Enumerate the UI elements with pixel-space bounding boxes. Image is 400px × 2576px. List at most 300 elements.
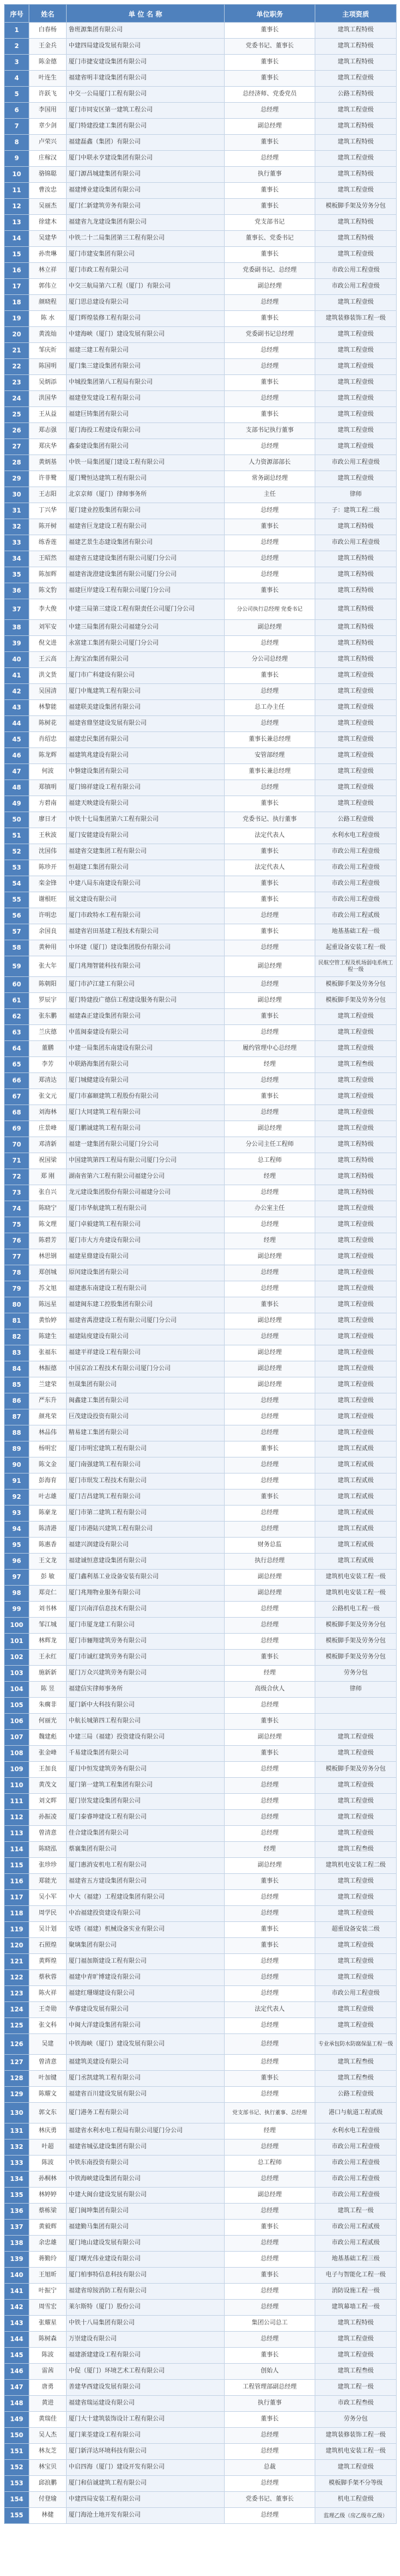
- person-name: 王文龙: [29, 1554, 67, 1570]
- company-name: 厦门万众兴建筑劳务有限公司: [67, 1666, 225, 1682]
- company-name: 福建省城弘建设集团有限公司: [67, 2140, 225, 2156]
- position: 经理: [225, 1057, 315, 1073]
- company-name: 佳合建设集团有限公司: [67, 1826, 225, 1842]
- person-name: 陈波: [29, 2156, 67, 2172]
- table-row: [5, 375, 397, 391]
- company-name: 上海宝冶集团有限公司: [67, 652, 225, 668]
- company-name: 厦门市捷安建设集团有限公司: [67, 55, 225, 71]
- position: 总经理: [225, 1970, 315, 1986]
- position: 董事长: [225, 1650, 315, 1666]
- table-row: [5, 892, 397, 908]
- person-name: 黄进: [29, 2396, 67, 2412]
- company-name: 福建巨岸建设工程有限公司厦门分公司: [67, 583, 225, 599]
- company-name: 福建省九龙建设集团有限公司: [67, 215, 225, 231]
- row-index: 34: [5, 551, 29, 567]
- person-name: 陈火祥: [29, 1986, 67, 2002]
- company-name: 展文建设有限公司: [67, 892, 225, 908]
- qualification: 建筑工程壹级: [315, 1089, 397, 1105]
- table-row: [5, 1281, 397, 1297]
- person-name: 彭 敏: [29, 1570, 67, 1586]
- table-row: [5, 956, 397, 977]
- company-name: 中建三局（福建）投资建设有限公司: [67, 1730, 225, 1746]
- table-row: [5, 151, 397, 167]
- qualification: 建筑工程壹级: [315, 1746, 397, 1762]
- position: 总工程师: [225, 2156, 315, 2172]
- row-index: 135: [5, 2188, 29, 2204]
- company-name: 中交一公局厦门工程有限公司: [67, 87, 225, 103]
- company-name: 龙元建设集团股份有限公司福建分公司: [67, 1185, 225, 1201]
- qualification: 建筑工程壹级: [315, 1794, 397, 1810]
- row-index: 51: [5, 828, 29, 844]
- table-row: [5, 1554, 397, 1570]
- qualification: 市政公用工程壹级: [315, 2140, 397, 2156]
- position: 总经理: [225, 391, 315, 407]
- position: 总经理: [225, 1698, 315, 1714]
- header-name: 姓名: [29, 5, 67, 23]
- position: 总经理: [225, 1073, 315, 1089]
- position: 法定代表人: [225, 2002, 315, 2018]
- row-index: 26: [5, 423, 29, 439]
- qualification: 建筑工程特级: [315, 231, 397, 247]
- row-index: 75: [5, 1217, 29, 1233]
- position: 总经理: [225, 1986, 315, 2002]
- position: 副总经理: [225, 1377, 315, 1393]
- table-header-row: [5, 5, 397, 23]
- position: 财务总监: [225, 1538, 315, 1554]
- row-index: 96: [5, 1554, 29, 1570]
- person-name: 罗辰宇: [29, 993, 67, 1009]
- position: 总经理: [225, 1474, 315, 1490]
- company-name: 恒晟集团有限公司: [67, 1377, 225, 1393]
- row-index: 107: [5, 1730, 29, 1746]
- row-index: 91: [5, 1474, 29, 1490]
- position: 总经理: [225, 1281, 315, 1297]
- position: 副总经理: [225, 956, 315, 977]
- position: 法定代表人: [225, 860, 315, 876]
- person-name: 林思钢: [29, 1249, 67, 1265]
- person-name: 郑能光: [29, 1874, 67, 1890]
- company-name: 厦门市港陆兴建筑工程有限公司: [67, 1522, 225, 1538]
- company-name: 厦门安能建设有限公司: [67, 828, 225, 844]
- position: 总经理: [225, 1025, 315, 1041]
- row-index: 126: [5, 2034, 29, 2055]
- person-name: 王从益: [29, 407, 67, 423]
- qualification: 建筑工程特级: [315, 519, 397, 535]
- company-name: 厦门崇发建设集团有限公司: [67, 1794, 225, 1810]
- table-row: [5, 2252, 397, 2268]
- person-name: 栾金锋: [29, 876, 67, 892]
- company-name: 厦门特建投建工集团有限公司: [67, 119, 225, 135]
- company-name: 福建联美建设集团有限公司: [67, 700, 225, 716]
- row-index: 21: [5, 343, 29, 359]
- position: 副总经理: [225, 119, 315, 135]
- qualification: 模板脚手架及劳务分包: [315, 993, 397, 1009]
- company-name: 湖南省第六工程有限公司福建分公司: [67, 1169, 225, 1185]
- company-name: 中冶福建投资建设有限公司: [67, 1906, 225, 1922]
- company-name: 厦门大十建筑装饰设计工程有限公司: [67, 2412, 225, 2428]
- table-row: [5, 1249, 397, 1265]
- qualification: 建筑工程壹级: [315, 1393, 397, 1409]
- person-name: 兰建荣: [29, 1377, 67, 1393]
- position: 总经理: [225, 940, 315, 956]
- position: 经理: [225, 2124, 315, 2140]
- qualification: 子：建筑工程二级: [315, 503, 397, 519]
- qualification: 建筑工程壹级: [315, 1233, 397, 1249]
- position: 总经理: [225, 1105, 315, 1121]
- table-row: [5, 1874, 397, 1890]
- company-name: 福建省明丰建设集团有限公司: [67, 71, 225, 87]
- qualification: 模板脚手架及劳务分包: [315, 1762, 397, 1778]
- person-name: 陈晓泓: [29, 1842, 67, 1858]
- qualification: 建筑工程叁级: [315, 2364, 397, 2380]
- company-name: 厦门兆翔智能科技有限公司: [67, 956, 225, 977]
- position: 总经理: [225, 1778, 315, 1794]
- position: 副总经理: [225, 1730, 315, 1746]
- position: 支部书记执行董事: [225, 423, 315, 439]
- row-index: 55: [5, 892, 29, 908]
- person-name: 刘海林: [29, 1105, 67, 1121]
- position: 总经理: [225, 1890, 315, 1906]
- person-name: 许菲鹭: [29, 471, 67, 487]
- person-name: 雷茜: [29, 2364, 67, 2380]
- company-name: 福建平祥建设工程有限公司: [67, 1345, 225, 1361]
- company-name: 精易建工集团有限公司: [67, 1425, 225, 1441]
- person-name: 王金兵: [29, 39, 67, 55]
- row-index: 141: [5, 2284, 29, 2300]
- person-name: 倪文进: [29, 636, 67, 652]
- person-name: 周学民: [29, 1906, 67, 1922]
- position: 副总经理: [225, 1586, 315, 1602]
- qualification: 建筑工程特级: [315, 551, 397, 567]
- company-name: 中启四海（厦门）建设开发有限公司: [67, 2460, 225, 2476]
- row-index: 23: [5, 375, 29, 391]
- person-name: 陈文豹: [29, 583, 67, 599]
- qualification: 建筑工程壹级: [315, 151, 397, 167]
- qualification: 地基基础工程三级: [315, 2252, 397, 2268]
- qualification: 超重设备安装二级: [315, 1922, 397, 1938]
- qualification: 市政公用工程贰级: [315, 2236, 397, 2252]
- qualification: 建筑工程壹级: [315, 2348, 397, 2364]
- position: 经理: [225, 1666, 315, 1682]
- company-name: 中铁十七局集团第六工程有限公司: [67, 812, 225, 828]
- qualification: 建筑工程壹级: [315, 1409, 397, 1425]
- qualification: 建筑工程壹级: [315, 295, 397, 311]
- person-name: 祝国梁: [29, 1153, 67, 1169]
- position: 总经理: [225, 2252, 315, 2268]
- row-index: 78: [5, 1265, 29, 1281]
- company-name: 福建筑兆建设有限公司: [67, 748, 225, 764]
- company-name: 厦门市诚红建筑劳务有限公司: [67, 1650, 225, 1666]
- person-name: 林黎能: [29, 700, 67, 716]
- table-row: [5, 2002, 397, 2018]
- company-name: 厦门泰睿坤建设工程有限公司: [67, 1810, 225, 1826]
- row-index: 17: [5, 279, 29, 295]
- company-name: 福建兴润建设有限公司: [67, 1538, 225, 1554]
- qualification: 建筑工程壹级: [315, 71, 397, 87]
- company-name: 厦门闽坤集团有限公司: [67, 2204, 225, 2220]
- row-index: 123: [5, 1986, 29, 2002]
- row-index: 60: [5, 977, 29, 993]
- person-name: 陈金德: [29, 55, 67, 71]
- person-name: 肖绍忠: [29, 732, 67, 748]
- row-index: 25: [5, 407, 29, 423]
- position: 副总经理: [225, 620, 315, 636]
- position: 董事长: [225, 1490, 315, 1506]
- company-name: 厦门丞凯建筑工程有限公司: [67, 2071, 225, 2087]
- position: 副总经理: [225, 1858, 315, 1874]
- person-name: 黄辉煌: [29, 1954, 67, 1970]
- row-index: 97: [5, 1570, 29, 1586]
- company-name: 中交三航局第六工程（厦门）有限公司: [67, 279, 225, 295]
- qualification: 市政公用工程壹级: [315, 1986, 397, 2002]
- company-name: 厦门市珉发工程技术有限公司: [67, 1474, 225, 1490]
- person-name: 陈朝阳: [29, 977, 67, 993]
- company-name: 厦门特建投广德信工程建设服务有限公司: [67, 993, 225, 1009]
- table-row: [5, 2508, 397, 2524]
- company-name: 中建一局集团东南建设有限公司: [67, 1041, 225, 1057]
- company-name: 福建省禹澄建设工程有限公司厦门分公司: [67, 1313, 225, 1329]
- member-table-container: [4, 4, 396, 2524]
- qualification: 市政公用工程壹级: [315, 2188, 397, 2204]
- position: 总经理: [225, 2428, 315, 2444]
- person-name: 吴建: [29, 2034, 67, 2055]
- row-index: 151: [5, 2444, 29, 2460]
- row-index: 61: [5, 993, 29, 1009]
- row-index: 68: [5, 1105, 29, 1121]
- row-index: 43: [5, 700, 29, 716]
- table-row: [5, 1393, 397, 1409]
- position: 经理: [225, 1169, 315, 1185]
- person-name: 唐勇: [29, 2380, 67, 2396]
- qualification: 建筑工程壹级: [315, 2460, 397, 2476]
- person-name: 张大年: [29, 956, 67, 977]
- row-index: 40: [5, 652, 29, 668]
- position: 董事长: [225, 1874, 315, 1890]
- position: 工程管理部副总经理: [225, 2380, 315, 2396]
- position: 董事长: [225, 55, 315, 71]
- company-name: 厦门建业控股集团有限公司: [67, 503, 225, 519]
- row-index: 87: [5, 1409, 29, 1425]
- person-name: 邹江城: [29, 1618, 67, 1634]
- position: 总经理: [225, 359, 315, 375]
- row-index: 140: [5, 2268, 29, 2284]
- position: 总经济师、党委党员: [225, 87, 315, 103]
- company-name: 厦门新洋达环境科技有限公司: [67, 2444, 225, 2460]
- position: 履约管理中心总经理: [225, 1041, 315, 1057]
- table-row: [5, 23, 397, 39]
- table-row: [5, 87, 397, 103]
- qualification: 建筑装修装饰工程一级: [315, 311, 397, 327]
- header-qualification: 主项资质: [315, 5, 397, 23]
- row-index: 154: [5, 2492, 29, 2508]
- company-name: 福建磊鑫（集团）有限公司: [67, 135, 225, 151]
- position: 副总经理: [225, 1121, 315, 1137]
- person-name: 张福东: [29, 1345, 67, 1361]
- person-name: 陈建生: [29, 1329, 67, 1345]
- qualification: 建筑工程壹级: [315, 1073, 397, 1089]
- company-name: 千易建设集团有限公司: [67, 1746, 225, 1762]
- row-index: 31: [5, 503, 29, 519]
- person-name: 陈珍开: [29, 860, 67, 876]
- qualification: 建筑机电安装工程一级: [315, 2444, 397, 2460]
- table-row: [5, 1538, 397, 1554]
- person-name: 李芳: [29, 1057, 67, 1073]
- company-name: 福建浙建建设工程有限公司: [67, 2348, 225, 2364]
- table-row: [5, 780, 397, 796]
- person-name: 杨明宏: [29, 1441, 67, 1458]
- person-name: 余国良: [29, 924, 67, 940]
- row-index: 28: [5, 455, 29, 471]
- person-name: 章少剑: [29, 119, 67, 135]
- header-company: 单 位 名 称: [67, 5, 225, 23]
- position: 分公司执行总经理 党委书记: [225, 599, 315, 620]
- qualification: [315, 1698, 397, 1714]
- table-row: [5, 2396, 397, 2412]
- row-index: 45: [5, 732, 29, 748]
- position: 董事长: [225, 199, 315, 215]
- person-name: 许明忠: [29, 908, 67, 924]
- row-index: 133: [5, 2156, 29, 2172]
- qualification: 建筑工程壹级: [315, 1025, 397, 1041]
- table-row: [5, 583, 397, 599]
- qualification: 建筑工程贰级: [315, 1554, 397, 1570]
- row-index: 98: [5, 1586, 29, 1602]
- qualification: 建筑工程叁级: [315, 2055, 397, 2071]
- qualification: 水利水电工程壹级: [315, 828, 397, 844]
- company-name: 福建省鼎坚建设发展有限公司: [67, 716, 225, 732]
- row-index: 117: [5, 1890, 29, 1906]
- table-row: [5, 2034, 397, 2055]
- person-name: 陈碧芳: [29, 1233, 67, 1249]
- qualification: 模板脚手架及劳务分包: [315, 199, 397, 215]
- company-name: 中城投集团第八工程局有限公司: [67, 375, 225, 391]
- row-index: 33: [5, 535, 29, 551]
- table-row: [5, 844, 397, 860]
- company-name: 鑫泰建设集团有限公司: [67, 439, 225, 455]
- company-name: 福建登发建设工程有限公司: [67, 391, 225, 407]
- person-name: 王秋波: [29, 828, 67, 844]
- qualification: 建筑工程特级: [315, 1169, 397, 1185]
- company-name: 厦门福加斯建设工程有限公司: [67, 1954, 225, 1970]
- position: 董事长: [225, 375, 315, 391]
- company-name: 厦门市广科建设有限公司: [67, 668, 225, 684]
- row-index: 146: [5, 2364, 29, 2380]
- row-index: 144: [5, 2332, 29, 2348]
- company-name: 厦门卓毅建筑工程有限公司: [67, 1217, 225, 1233]
- qualification: 建筑工程壹级: [315, 796, 397, 812]
- row-index: 103: [5, 1666, 29, 1682]
- company-name: 厦门新中大科技有限公司: [67, 1698, 225, 1714]
- person-name: 张金峰: [29, 1746, 67, 1762]
- table-row: [5, 2018, 397, 2034]
- person-name: 庄景峰: [29, 1121, 67, 1137]
- position: 总裁: [225, 2460, 315, 2476]
- company-name: 闽鑫建工集团有限公司: [67, 1393, 225, 1409]
- company-name: 中建八局东南建设有限公司: [67, 876, 225, 892]
- qualification: 建筑工程壹级: [315, 471, 397, 487]
- row-index: 36: [5, 583, 29, 599]
- table-row: [5, 1938, 397, 1954]
- table-row: [5, 1441, 397, 1458]
- table-row: [5, 2460, 397, 2476]
- row-index: 52: [5, 844, 29, 860]
- qualification: 市政公用工程壹级: [315, 279, 397, 295]
- company-name: 福建博业建设集团有限公司: [67, 183, 225, 199]
- qualification: 建筑工程壹级: [315, 668, 397, 684]
- row-index: 41: [5, 668, 29, 684]
- person-name: 黄茂文: [29, 1778, 67, 1794]
- qualification: 建筑工程壹级: [315, 1425, 397, 1441]
- qualification: 劳务分包: [315, 1666, 397, 1682]
- company-name: 福建省岩田基建工程技术有限公司: [67, 924, 225, 940]
- company-name: 厦门南强建筑工程有限公司: [67, 1458, 225, 1474]
- company-name: 中磐建设集团有限公司: [67, 764, 225, 780]
- qualification: 建筑工程壹级: [315, 748, 397, 764]
- company-name: 巨茂建设投资有限公司: [67, 1409, 225, 1425]
- table-row: [5, 2220, 397, 2236]
- table-row: [5, 1089, 397, 1105]
- person-name: 张文科: [29, 2018, 67, 2034]
- table-row: [5, 1778, 397, 1794]
- table-row: [5, 2236, 397, 2252]
- table-row: [5, 1345, 397, 1361]
- company-name: 中建四局建设发展有限公司: [67, 39, 225, 55]
- qualification: 建筑工程壹级: [315, 359, 397, 375]
- qualification: 建筑工程壹级: [315, 183, 397, 199]
- position: 总经理: [225, 1954, 315, 1970]
- qualification: 建筑工程贰级: [315, 1474, 397, 1490]
- row-index: 120: [5, 1938, 29, 1954]
- table-row: [5, 1137, 397, 1153]
- qualification: 建筑工程壹级: [315, 1954, 397, 1970]
- position: 总经理: [225, 1185, 315, 1201]
- person-name: 白春杨: [29, 23, 67, 39]
- qualification: 建筑工程贰级: [315, 1490, 397, 1506]
- qualification: 建筑机电安装工程二级: [315, 1858, 397, 1874]
- row-index: 139: [5, 2252, 29, 2268]
- row-index: 147: [5, 2380, 29, 2396]
- person-name: 吴计划: [29, 1922, 67, 1938]
- qualification: 建筑工程壹级: [315, 716, 397, 732]
- row-index: 65: [5, 1057, 29, 1073]
- table-row: [5, 1890, 397, 1906]
- row-index: 138: [5, 2236, 29, 2252]
- position: 总经理: [225, 780, 315, 796]
- position: 董事长: [225, 668, 315, 684]
- row-index: 136: [5, 2204, 29, 2220]
- qualification: 建筑工程壹级: [315, 375, 397, 391]
- company-name: 厦门第一建筑工程集团有限公司: [67, 1778, 225, 1794]
- person-name: 王昭然: [29, 551, 67, 567]
- position: 安管部经理: [225, 748, 315, 764]
- qualification: 公路机电工程一级: [315, 1602, 397, 1618]
- qualification: 建筑工程壹级: [315, 684, 397, 700]
- row-index: 132: [5, 2140, 29, 2156]
- position: 董事长: [225, 2348, 315, 2364]
- table-row: [5, 423, 397, 439]
- person-name: 刘文晖: [29, 1794, 67, 1810]
- qualification: 建筑工程一级: [315, 2204, 397, 2220]
- row-index: 3: [5, 55, 29, 71]
- person-name: 何波: [29, 764, 67, 780]
- table-row: [5, 1377, 397, 1393]
- company-name: 福建诚恒意建设集团有限公司: [67, 1554, 225, 1570]
- table-row: [5, 1810, 397, 1826]
- position: 董事长: [225, 311, 315, 327]
- position: 董事长: [225, 71, 315, 87]
- table-row: [5, 1618, 397, 1634]
- person-name: 刘军安: [29, 620, 67, 636]
